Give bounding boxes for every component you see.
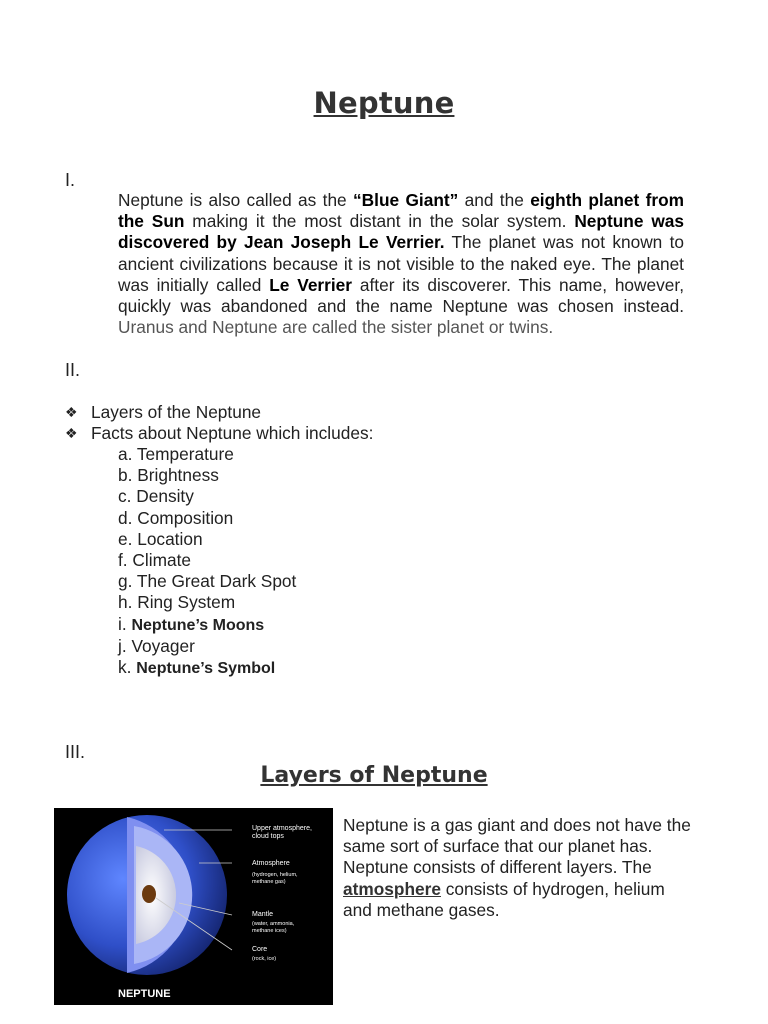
list-item — [65, 402, 373, 423]
intro-text-b: and the — [458, 190, 531, 210]
neptune-diagram-svg — [54, 808, 333, 1005]
fact-prefix: k. — [118, 657, 137, 678]
label-mantle3: methane ices) — [252, 928, 287, 934]
bullet-label: Facts about Neptune which includes: — [91, 423, 374, 444]
list-item: a. Temperature — [118, 444, 234, 464]
label-upper: Upper atmosphere, — [252, 825, 312, 832]
fact-moons: Neptune’s Moons — [131, 616, 265, 634]
label-core2: (rock, ice) — [252, 956, 277, 962]
layers-text-a: Neptune is a gas giant and does not have the same sort of surface that our planet has. Neptune consists of different layers. The — [343, 815, 691, 878]
section-numeral-1: I. — [65, 170, 76, 190]
intro-text-e: after its discoverer. This name, however, quickly was abandoned and the name Neptune was chosen instead. — [118, 274, 684, 317]
label-atm: Atmosphere — [252, 860, 290, 867]
layers-paragraph — [343, 815, 693, 921]
facts-list — [118, 444, 296, 679]
intro-paragraph — [118, 190, 684, 338]
intro-discovered: Neptune was discovered by Jean Joseph Le Verrier. — [118, 211, 684, 253]
label-core: Core — [252, 946, 268, 953]
core-layer — [142, 885, 156, 903]
diagram-caption: NEPTUNE — [118, 988, 171, 1000]
layers-text-b: consists of hydrogen, helium and methane gases. — [343, 878, 665, 920]
intro-text-f: Uranus and Neptune are called the sister planet or twins. — [118, 317, 554, 338]
list-item: j. Voyager — [118, 635, 195, 656]
list-item — [118, 614, 296, 636]
intro-eighth-planet: eighth planet from the Sun — [118, 190, 685, 232]
list-item — [118, 657, 296, 679]
label-upper2: cloud tops — [252, 833, 284, 840]
list-item: f. Climate — [118, 550, 191, 571]
diamond-bullet-icon: ❖ — [65, 404, 78, 420]
section-numeral-3: III. — [65, 742, 86, 762]
label-atm3: methane gas) — [252, 879, 286, 885]
intro-text-d: The planet was not known to ancient civilizations because it is not visible to the naked eye. The planet was initially called — [118, 232, 684, 295]
intro-text-c: making it the most distant in the solar system. — [184, 211, 575, 232]
diamond-bullet-icon: ❖ — [65, 425, 78, 442]
atmosphere-term: atmosphere — [343, 878, 441, 899]
list-item: d. Composition — [118, 507, 234, 528]
neptune-layers-diagram — [54, 808, 333, 1005]
intro-text-a: Neptune is also called as the — [118, 190, 354, 210]
list-item: c. Density — [118, 486, 194, 507]
list-item: g. The Great Dark Spot — [118, 571, 297, 592]
list-item: b. Brightness — [118, 465, 219, 486]
list-item: h. Ring System — [118, 592, 236, 613]
list-item: e. Location — [118, 528, 203, 549]
label-mantle2: (water, ammonia, — [252, 921, 295, 927]
page-title: Neptune — [313, 86, 455, 120]
intro-blue-giant: “Blue Giant” — [353, 190, 459, 210]
label-atm2: (hydrogen, helium, — [252, 872, 298, 878]
section-numeral-2: II. — [65, 360, 81, 380]
layers-heading: Layers of Neptune — [260, 763, 488, 788]
list-item — [65, 423, 373, 444]
fact-symbol: Neptune’s Symbol — [136, 660, 276, 678]
fact-prefix: i. — [118, 613, 132, 634]
bullet-label: Layers of the Neptune — [91, 402, 262, 422]
bullet-list — [65, 402, 373, 444]
label-mantle: Mantle — [252, 911, 274, 918]
intro-le-verrier: Le Verrier — [269, 274, 353, 295]
